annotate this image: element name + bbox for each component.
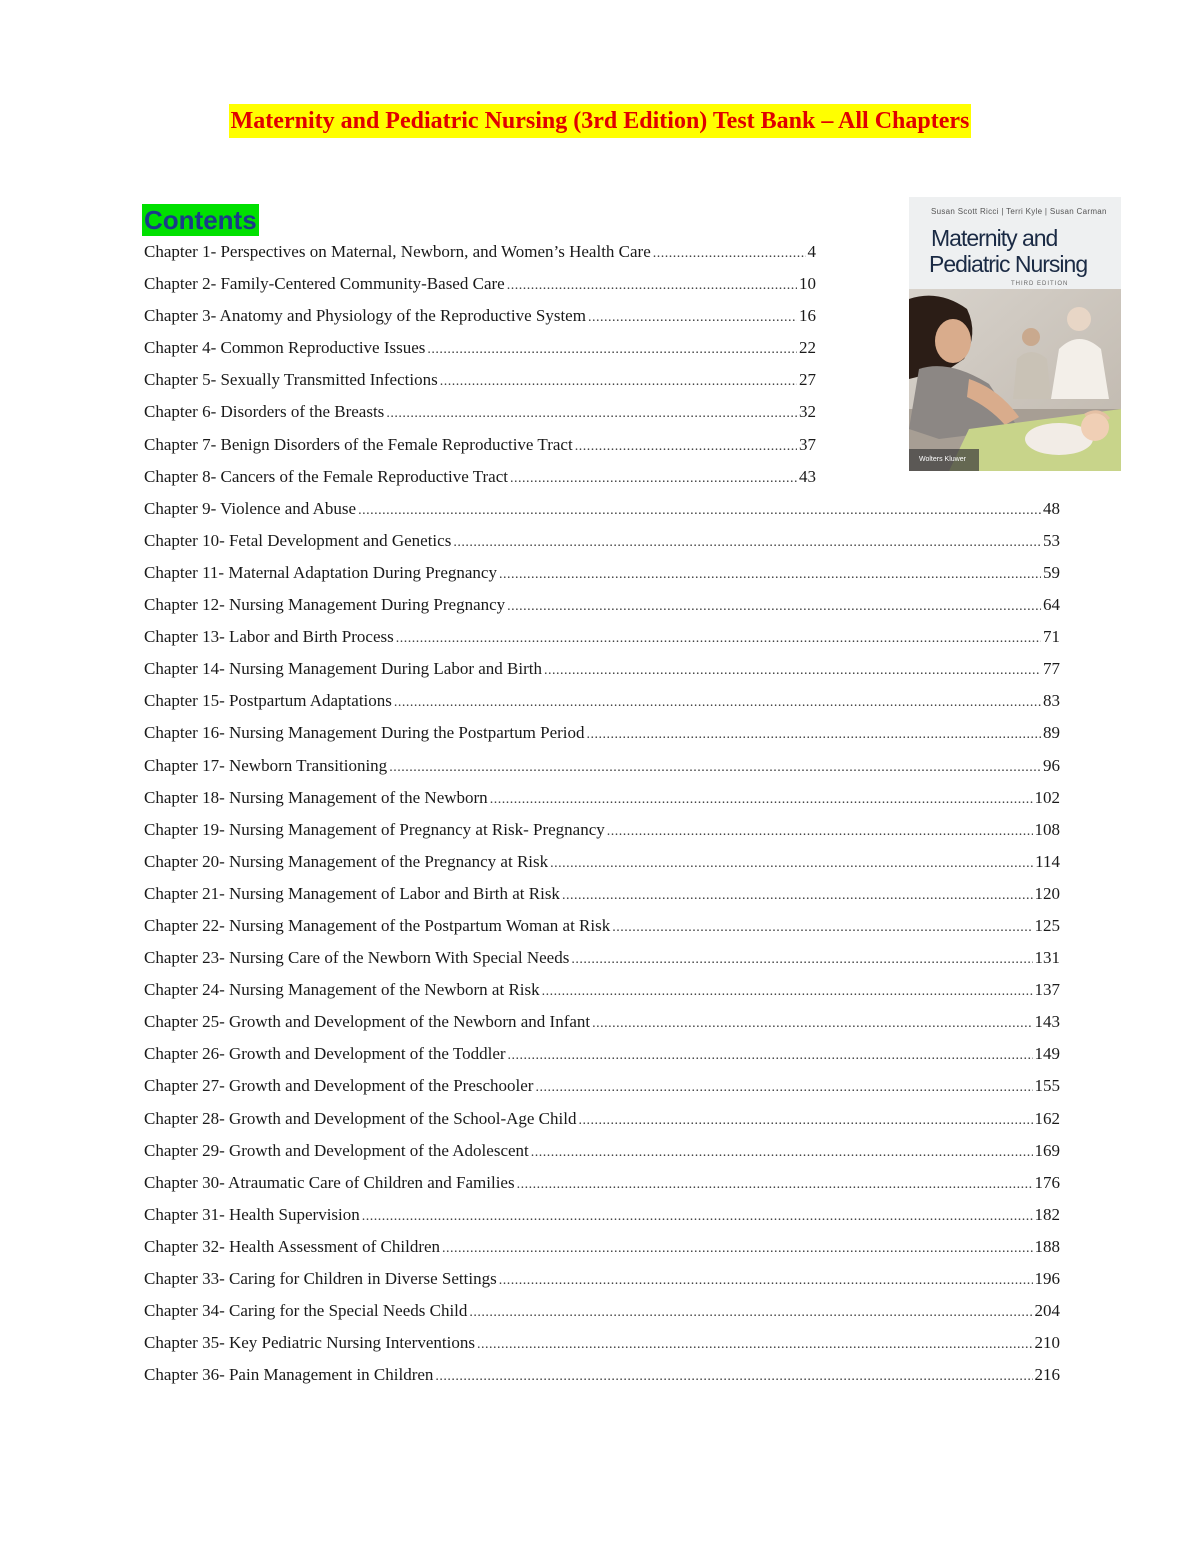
toc-entry[interactable] bbox=[144, 461, 816, 493]
toc-leader-dots bbox=[550, 848, 1033, 878]
toc-entry[interactable] bbox=[144, 814, 1060, 846]
toc-entry-page: 169 bbox=[1034, 1140, 1060, 1160]
toc-entry[interactable] bbox=[144, 1006, 1060, 1038]
toc-entry-page: 96 bbox=[1043, 755, 1060, 775]
toc-entry-label: Chapter 5- Sexually Transmitted Infections bbox=[144, 370, 438, 390]
toc-leader-dots bbox=[499, 559, 1041, 589]
toc-entry-page: 125 bbox=[1034, 915, 1060, 935]
toc-entry-label: Chapter 16- Nursing Management During the Postpartum Period bbox=[144, 723, 585, 743]
toc-entry-page: 108 bbox=[1034, 819, 1060, 839]
toc-entry-page: 216 bbox=[1034, 1365, 1060, 1385]
cover-title-line1: Maternity and bbox=[931, 225, 1058, 251]
toc-entry-label: Chapter 23- Nursing Care of the Newborn With Special Needs bbox=[144, 948, 570, 968]
toc-leader-dots bbox=[453, 527, 1041, 557]
toc-entry[interactable] bbox=[144, 717, 1060, 749]
toc-entry-label: Chapter 28- Growth and Development of the School-Age Child bbox=[144, 1108, 577, 1128]
toc-entry-page: 64 bbox=[1043, 595, 1060, 615]
toc-leader-dots bbox=[507, 591, 1041, 621]
toc-leader-dots bbox=[562, 880, 1033, 910]
toc-leader-dots bbox=[499, 1265, 1033, 1295]
toc-entry-page: 10 bbox=[799, 274, 816, 294]
toc-entry-label: Chapter 15- Postpartum Adaptations bbox=[144, 691, 392, 711]
toc-leader-dots bbox=[362, 1201, 1033, 1231]
toc-entry[interactable] bbox=[144, 396, 816, 428]
toc-leader-dots bbox=[442, 1233, 1032, 1263]
cover-edition: THIRD EDITION bbox=[1011, 281, 1069, 287]
toc-leader-dots bbox=[477, 1329, 1033, 1359]
toc-entry-label: Chapter 26- Growth and Development of the Toddler bbox=[144, 1044, 506, 1064]
toc-entry-label: Chapter 25- Growth and Development of the Newborn and Infant bbox=[144, 1012, 591, 1032]
title-container bbox=[0, 104, 1200, 138]
toc-entry-label: Chapter 14- Nursing Management During Labor and Birth bbox=[144, 659, 542, 679]
toc-entry-label: Chapter 33- Caring for Children in Diverse Settings bbox=[144, 1269, 497, 1288]
toc-entry[interactable] bbox=[144, 1263, 1060, 1295]
toc-leader-dots bbox=[510, 463, 797, 493]
toc-entry[interactable] bbox=[144, 493, 1060, 525]
toc-entry-label: Chapter 4- Common Reproductive Issues bbox=[144, 338, 426, 358]
toc-entry[interactable] bbox=[144, 1167, 1060, 1199]
toc-entry-page: 210 bbox=[1034, 1333, 1060, 1353]
toc-entry-label: Chapter 29- Growth and Development of the Adolescent bbox=[144, 1140, 529, 1160]
toc-entry-label: Chapter 10- Fetal Development and Genetics bbox=[144, 530, 452, 550]
toc-entry-page: 196 bbox=[1034, 1269, 1060, 1288]
toc-entry-page: 131 bbox=[1034, 948, 1060, 968]
toc-leader-dots bbox=[435, 1361, 1032, 1391]
document-title: Maternity and Pediatric Nursing (3rd Edition) Test Bank – All Chapters bbox=[229, 104, 972, 138]
toc-entry-label: Chapter 12- Nursing Management During Pregnancy bbox=[144, 595, 506, 615]
toc-entry-page: 22 bbox=[799, 338, 816, 358]
toc-entry-label: Chapter 27- Growth and Development of the Preschooler bbox=[144, 1076, 534, 1096]
toc-leader-dots bbox=[607, 816, 1033, 846]
toc-entry-label: Chapter 35- Key Pediatric Nursing Interventions bbox=[144, 1333, 475, 1353]
toc-leader-dots bbox=[575, 431, 797, 461]
toc-leader-dots bbox=[358, 495, 1041, 525]
table-of-contents bbox=[144, 236, 1060, 1391]
toc-entry-label: Chapter 24- Nursing Management of the Newborn at Risk bbox=[144, 980, 540, 1000]
toc-leader-dots bbox=[588, 302, 797, 332]
toc-entry[interactable] bbox=[144, 589, 1060, 621]
toc-entry-page: 77 bbox=[1043, 659, 1060, 679]
toc-entry-page: 53 bbox=[1043, 530, 1060, 550]
toc-entry[interactable] bbox=[144, 236, 816, 268]
toc-entry-label: Chapter 22- Nursing Management of the Postpartum Woman at Risk bbox=[144, 915, 611, 935]
toc-entry[interactable] bbox=[144, 332, 816, 364]
toc-entry-page: 27 bbox=[799, 370, 816, 390]
toc-entry[interactable] bbox=[144, 429, 816, 461]
toc-leader-dots bbox=[490, 784, 1033, 814]
toc-entry-page: 182 bbox=[1034, 1204, 1060, 1224]
toc-entry-page: 120 bbox=[1034, 883, 1060, 903]
toc-entry[interactable] bbox=[144, 1038, 1060, 1070]
toc-leader-dots bbox=[612, 912, 1032, 942]
toc-entry[interactable] bbox=[144, 1070, 1060, 1102]
toc-entry[interactable] bbox=[144, 1199, 1060, 1231]
contents-heading: Contents bbox=[144, 205, 257, 235]
toc-entry[interactable] bbox=[144, 685, 1060, 717]
toc-entry-label: Chapter 17- Newborn Transitioning bbox=[144, 755, 388, 775]
toc-entry-label: Chapter 3- Anatomy and Physiology of the Reproductive System bbox=[144, 306, 586, 326]
toc-entry-page: 32 bbox=[799, 402, 816, 422]
toc-entry-page: 162 bbox=[1034, 1108, 1060, 1128]
toc-entry[interactable] bbox=[144, 974, 1060, 1006]
toc-entry[interactable] bbox=[144, 846, 1060, 878]
toc-entry[interactable] bbox=[144, 653, 1060, 685]
toc-entry-page: 37 bbox=[799, 434, 816, 454]
toc-entry[interactable] bbox=[144, 910, 1060, 942]
toc-entry-page: 114 bbox=[1035, 851, 1060, 871]
cover-publisher: Wolters Kluwer bbox=[919, 456, 966, 463]
toc-entry-page: 155 bbox=[1034, 1076, 1060, 1096]
toc-leader-dots bbox=[592, 1008, 1032, 1038]
toc-entry[interactable] bbox=[144, 1295, 1060, 1327]
toc-entry[interactable] bbox=[144, 942, 1060, 974]
toc-entry-label: Chapter 13- Labor and Birth Process bbox=[144, 627, 394, 647]
toc-entry-label: Chapter 8- Cancers of the Female Reproductive Tract bbox=[144, 466, 508, 486]
toc-entry[interactable] bbox=[144, 1327, 1060, 1359]
toc-entry[interactable] bbox=[144, 878, 1060, 910]
toc-leader-dots bbox=[578, 1105, 1032, 1135]
toc-entry-page: 71 bbox=[1043, 627, 1060, 647]
toc-entry-page: 149 bbox=[1034, 1044, 1060, 1064]
toc-leader-dots bbox=[653, 238, 806, 268]
toc-entry-label: Chapter 30- Atraumatic Care of Children and Families bbox=[144, 1172, 515, 1192]
toc-leader-dots bbox=[535, 1072, 1032, 1102]
toc-entry-page: 59 bbox=[1043, 562, 1060, 582]
toc-entry-page: 48 bbox=[1043, 498, 1060, 518]
toc-entry-label: Chapter 36- Pain Management in Children bbox=[144, 1365, 434, 1385]
toc-entry[interactable] bbox=[144, 300, 816, 332]
toc-entry-page: 204 bbox=[1034, 1301, 1060, 1321]
toc-leader-dots bbox=[542, 976, 1033, 1006]
toc-leader-dots bbox=[389, 752, 1041, 782]
toc-entry-page: 16 bbox=[799, 306, 816, 326]
toc-entry-label: Chapter 34- Caring for the Special Needs Child bbox=[144, 1301, 468, 1321]
toc-entry-page: 83 bbox=[1043, 691, 1060, 711]
toc-entry[interactable] bbox=[144, 1135, 1060, 1167]
cover-title-line2: Pediatric Nursing bbox=[929, 251, 1088, 277]
toc-entry[interactable] bbox=[144, 268, 816, 300]
toc-leader-dots bbox=[507, 270, 797, 300]
toc-entry[interactable] bbox=[144, 557, 1060, 589]
toc-entry-page: 43 bbox=[799, 466, 816, 486]
toc-leader-dots bbox=[394, 687, 1041, 717]
toc-entry-label: Chapter 9- Violence and Abuse bbox=[144, 498, 357, 518]
toc-leader-dots bbox=[440, 366, 797, 396]
toc-entry-page: 137 bbox=[1034, 980, 1060, 1000]
toc-entry-label: Chapter 18- Nursing Management of the Newborn bbox=[144, 787, 488, 807]
toc-leader-dots bbox=[386, 398, 797, 428]
toc-leader-dots bbox=[427, 334, 797, 364]
toc-entry-label: Chapter 11- Maternal Adaptation During Pregnancy bbox=[144, 562, 497, 582]
toc-entry[interactable] bbox=[144, 1231, 1060, 1263]
toc-entry[interactable] bbox=[144, 1359, 1060, 1391]
toc-entry-page: 188 bbox=[1034, 1236, 1060, 1256]
toc-leader-dots bbox=[469, 1297, 1032, 1327]
toc-entry-page: 4 bbox=[807, 242, 816, 261]
toc-entry-label: Chapter 2- Family-Centered Community-Based Care bbox=[144, 274, 505, 294]
toc-entry-label: Chapter 20- Nursing Management of the Pregnancy at Risk bbox=[144, 851, 549, 871]
toc-leader-dots bbox=[587, 719, 1041, 749]
toc-leader-dots bbox=[544, 655, 1041, 685]
toc-leader-dots bbox=[396, 623, 1041, 653]
toc-entry-page: 102 bbox=[1034, 787, 1060, 807]
toc-leader-dots bbox=[517, 1169, 1033, 1199]
toc-entry[interactable] bbox=[144, 621, 1060, 653]
toc-entry-label: Chapter 31- Health Supervision bbox=[144, 1204, 360, 1224]
toc-entry-label: Chapter 21- Nursing Management of Labor and Birth at Risk bbox=[144, 883, 560, 903]
toc-entry-label: Chapter 19- Nursing Management of Pregnancy at Risk- Pregnancy bbox=[144, 819, 605, 839]
toc-entry[interactable] bbox=[144, 750, 1060, 782]
toc-entry[interactable] bbox=[144, 782, 1060, 814]
toc-entry[interactable] bbox=[144, 364, 816, 396]
toc-entry-label: Chapter 6- Disorders of the Breasts bbox=[144, 402, 385, 422]
cover-authors: Susan Scott Ricci | Terri Kyle | Susan Carman bbox=[931, 207, 1107, 216]
toc-leader-dots bbox=[508, 1040, 1033, 1070]
toc-leader-dots bbox=[571, 944, 1032, 974]
toc-entry-page: 176 bbox=[1034, 1172, 1060, 1192]
toc-entry-label: Chapter 32- Health Assessment of Children bbox=[144, 1236, 441, 1256]
toc-entry-label: Chapter 7- Benign Disorders of the Female Reproductive Tract bbox=[144, 434, 573, 454]
toc-entry-label: Chapter 1- Perspectives on Maternal, Newborn, and Women’s Health Care bbox=[144, 242, 651, 261]
toc-entry[interactable] bbox=[144, 1103, 1060, 1135]
toc-entry[interactable] bbox=[144, 525, 1060, 557]
toc-entry-page: 89 bbox=[1043, 723, 1060, 743]
toc-entry-page: 143 bbox=[1034, 1012, 1060, 1032]
toc-leader-dots bbox=[531, 1137, 1033, 1167]
